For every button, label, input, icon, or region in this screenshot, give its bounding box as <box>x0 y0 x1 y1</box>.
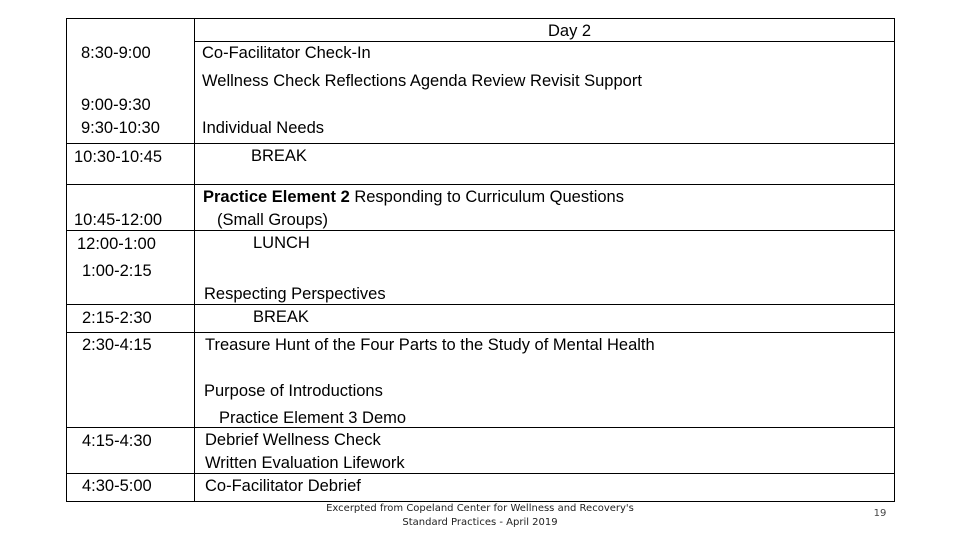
time-slot: 1:00-2:15 <box>82 262 152 280</box>
activity: Co-Facilitator Check-In <box>202 44 371 62</box>
time-slot: 8:30-9:00 <box>81 44 151 62</box>
day-title: Day 2 <box>548 22 592 40</box>
column-divider <box>194 18 195 502</box>
time-slot: 10:45-12:00 <box>74 211 163 229</box>
row-divider <box>66 184 895 185</box>
time-slot: 4:30-5:00 <box>82 477 152 495</box>
page-number: 19 <box>873 508 887 519</box>
activity: Individual Needs <box>202 119 324 137</box>
activity: BREAK <box>253 308 309 326</box>
activity: Written Evaluation Lifework <box>205 454 405 472</box>
footer-credit <box>300 502 660 530</box>
row-divider <box>66 473 895 474</box>
time-slot: 10:30-10:45 <box>74 148 163 166</box>
activity: Co-Facilitator Debrief <box>205 477 361 495</box>
time-slot: 9:00-9:30 <box>81 96 151 114</box>
activity: (Small Groups) <box>217 211 328 229</box>
footer-line: Standard Practices - April 2019 <box>402 517 558 528</box>
time-slot: 2:15-2:30 <box>82 309 152 327</box>
row-divider <box>66 143 895 144</box>
footer-line: Excerpted from Copeland Center for Wellness and Recovery's <box>326 503 634 514</box>
row-divider <box>194 41 895 42</box>
activity: Wellness Check Reflections Agenda Review Revisit Support <box>202 72 642 90</box>
activity: Respecting Perspectives <box>204 285 386 303</box>
activity-rest: Responding to Curriculum Questions <box>349 188 624 206</box>
time-slot: 12:00-1:00 <box>77 235 156 253</box>
activity: Purpose of Introductions <box>204 382 383 400</box>
time-slot: 9:30-10:30 <box>81 119 160 137</box>
activity: LUNCH <box>253 234 310 252</box>
time-slot: 4:15-4:30 <box>82 432 152 450</box>
activity: Debrief Wellness Check <box>205 431 381 449</box>
activity: Practice Element 3 Demo <box>219 409 407 427</box>
activity <box>203 188 624 207</box>
row-divider <box>66 304 895 305</box>
activity: BREAK <box>251 147 307 165</box>
row-divider <box>66 332 895 333</box>
activity: Treasure Hunt of the Four Parts to the Study of Mental Health <box>205 336 655 354</box>
time-slot: 2:30-4:15 <box>82 336 152 354</box>
row-divider <box>66 427 895 428</box>
row-divider <box>66 230 895 231</box>
activity-emphasis: Practice Element 2 <box>203 188 350 206</box>
